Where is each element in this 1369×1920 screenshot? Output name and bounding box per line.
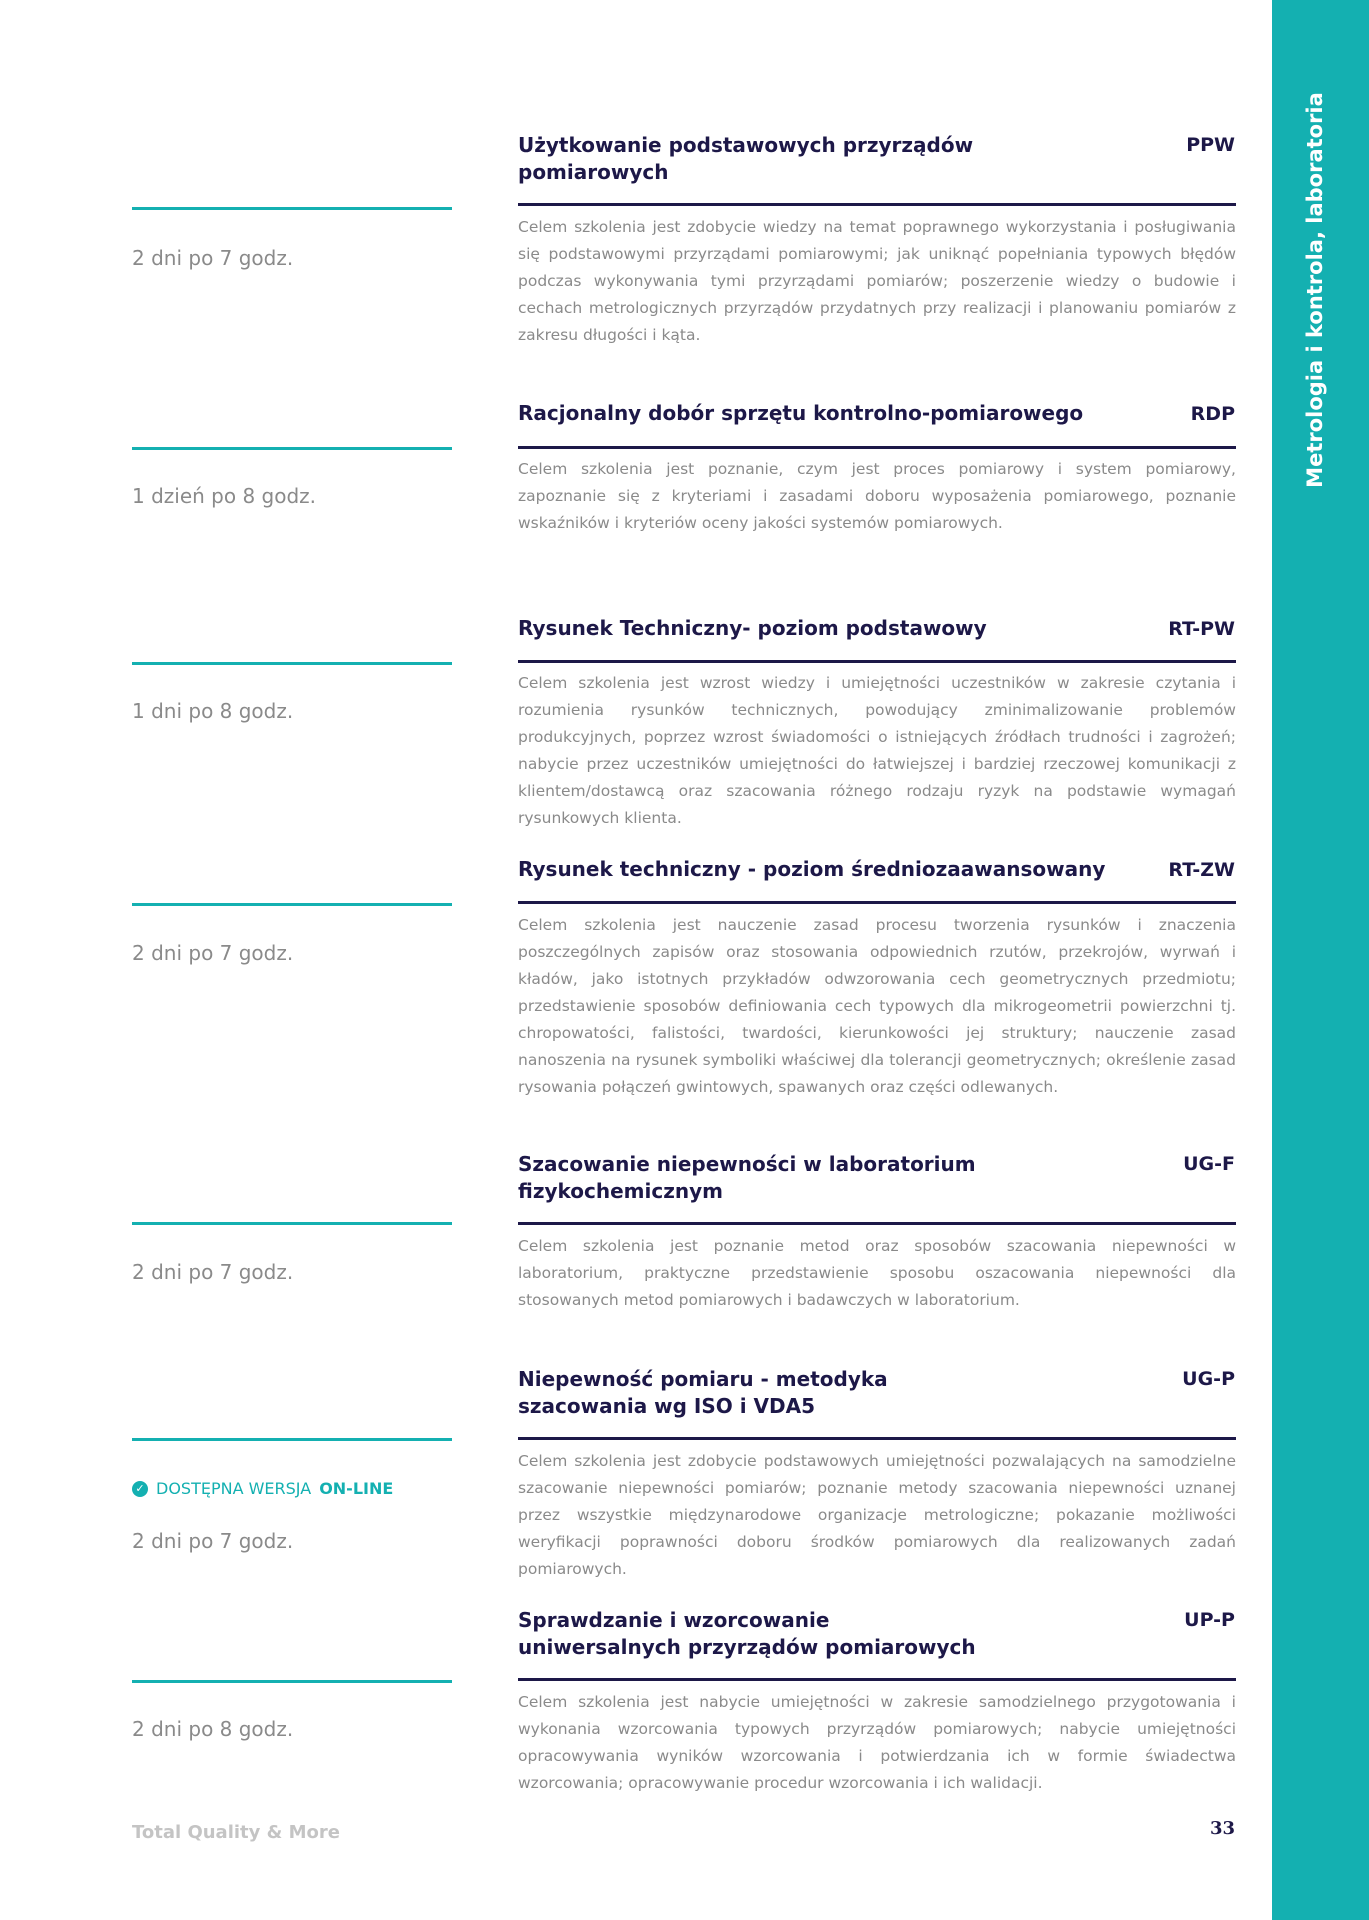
course-duration: 2 dni po 7 godz. (132, 941, 294, 965)
course-description: Celem szkolenia jest nauczenie zasad procesu tworzenia rysunków i znaczenia poszczególnych zapisów oraz stosowania odpowiednich rzutów, przekrojów, wyrwań i kładów, jako istotnych przykładów odwzorowania cech geometrycznych przedmiotu; przedstawienie sposobów definiowania cech typowych dla mikrogeometrii powierzchni tj. chropowatości, falistości, twardości, kierunkowości jej struktury; nauczenie zasad nanoszenia na rysunek symboliki właściwej dla tolerancji geometrycznych; określenie zasad rysowania połączeń gwintowych, spawanych oraz części odlewanych. (518, 916, 1236, 1096)
course-description: Celem szkolenia jest wzrost wiedzy i umiejętności uczestników w zakresie czytania i rozumienia rysunków technicznych, powodujący zminimalizowanie problemów produkcyjnych, poprzez wzrost świadomości o istniejących źródłach trudności i zagrożeń; nabycie przez uczestników umiejętności do łatwiejszej i bardziej rzeczowej komunikacji z klientem/dostawcą oraz szacowania różnego rodzaju ryzyk na podstawie wymagań rysunkowych klienta. (518, 674, 1236, 827)
page-number: 33 (1210, 1818, 1236, 1839)
duration-rule (132, 903, 452, 906)
course-code: RT-PW (1168, 618, 1235, 640)
title-rule (518, 660, 1236, 663)
course-code: RT-ZW (1168, 859, 1235, 881)
duration-rule (132, 207, 452, 210)
course-description: Celem szkolenia jest poznanie metod oraz sposobów szacowania niepewności w laboratorium, praktyczne przedstawienie sposobu oszacowania niepewności dla stosowanych metod pomiarowych i badawczych w laboratorium. (518, 1237, 1236, 1309)
course-duration: 1 dni po 8 godz. (132, 699, 294, 723)
duration-rule (132, 662, 452, 665)
course-title: Racjonalny dobór sprzętu kontrolno-pomiarowego (518, 401, 1084, 425)
online-version-badge (132, 1479, 393, 1498)
course-code: UP-P (1184, 1609, 1235, 1631)
course-duration: 1 dzień po 8 godz. (132, 484, 317, 508)
course-title: Rysunek techniczny - poziom średniozaawansowany (518, 857, 1106, 881)
course-description: Celem szkolenia jest zdobycie podstawowych umiejętności pozwalających na samodzielne szacowanie niepewności pomiarów; poznanie metody szacowania niepewności uznanej przez wszystkie międzynarodowe organizacje metrologiczne; pokazanie możliwości weryfikacji poprawności doboru środków pomiarowych dla realizowanych zadań pomiarowych. (518, 1452, 1236, 1578)
course-code: PPW (1186, 134, 1235, 156)
course-title: Niepewność pomiaru - metodyka szacowania wg ISO i VDA5 (518, 1367, 888, 1418)
course-title: Szacowanie niepewności w laboratorium fizykochemicznym (518, 1152, 976, 1203)
title-rule (518, 1678, 1236, 1681)
title-rule (518, 446, 1236, 449)
footer-brand: Total Quality & More (132, 1822, 340, 1843)
online-prefix: DOSTĘPNA WERSJA (156, 1479, 312, 1498)
title-rule (518, 1222, 1236, 1225)
title-rule (518, 203, 1236, 206)
course-duration: 2 dni po 7 godz. (132, 246, 294, 270)
course-description: Celem szkolenia jest poznanie, czym jest proces pomiarowy i system pomiarowy, zapoznanie się z kryteriami i zasadami doboru wyposażenia pomiarowego, poznanie wskaźników i kryteriów oceny jakości systemów pomiarowych. (518, 460, 1236, 532)
course-duration: 2 dni po 7 godz. (132, 1529, 294, 1553)
duration-rule (132, 1438, 452, 1441)
course-duration: 2 dni po 7 godz. (132, 1260, 294, 1284)
course-description: Celem szkolenia jest zdobycie wiedzy na temat poprawnego wykorzystania i posługiwania się podstawowymi przyrządami pomiarowymi; jak uniknąć popełniania typowych błędów podczas wykonywania tymi przyrządami pomiarów; poszerzenie wiedzy o budowie i cechach metrologicznych przyrządów przydatnych przy realizacji i planowaniu pomiarów z zakresu długości i kąta. (518, 218, 1236, 344)
course-title: Użytkowanie podstawowych przyrządów pomiarowych (518, 133, 974, 184)
section-title-vertical: Metrologia i kontrola, laboratoria (1303, 92, 1327, 488)
duration-rule (132, 1222, 452, 1225)
course-code: UG-P (1182, 1368, 1235, 1390)
course-code: UG-F (1183, 1153, 1235, 1175)
title-rule (518, 1437, 1236, 1440)
course-code: RDP (1190, 403, 1235, 425)
course-description: Celem szkolenia jest nabycie umiejętności w zakresie samodzielnego przygotowania i wykonania wzorcowania typowych przyrządów pomiarowych; nabycie umiejętności opracowywania wyników wzorcowania i potwierdzania ich w formie świadectwa wzorcowania; opracowywanie procedur wzorcowania i ich walidacji. (518, 1693, 1236, 1792)
duration-rule (132, 1680, 452, 1683)
course-title: Rysunek Techniczny- poziom podstawowy (518, 616, 987, 640)
course-title: Sprawdzanie i wzorcowanie uniwersalnych przyrządów pomiarowych (518, 1608, 976, 1659)
course-duration: 2 dni po 8 godz. (132, 1717, 294, 1741)
check-circle-icon: ✓ (132, 1481, 148, 1497)
online-bold: ON-LINE (319, 1479, 394, 1498)
duration-rule (132, 447, 452, 450)
title-rule (518, 901, 1236, 904)
